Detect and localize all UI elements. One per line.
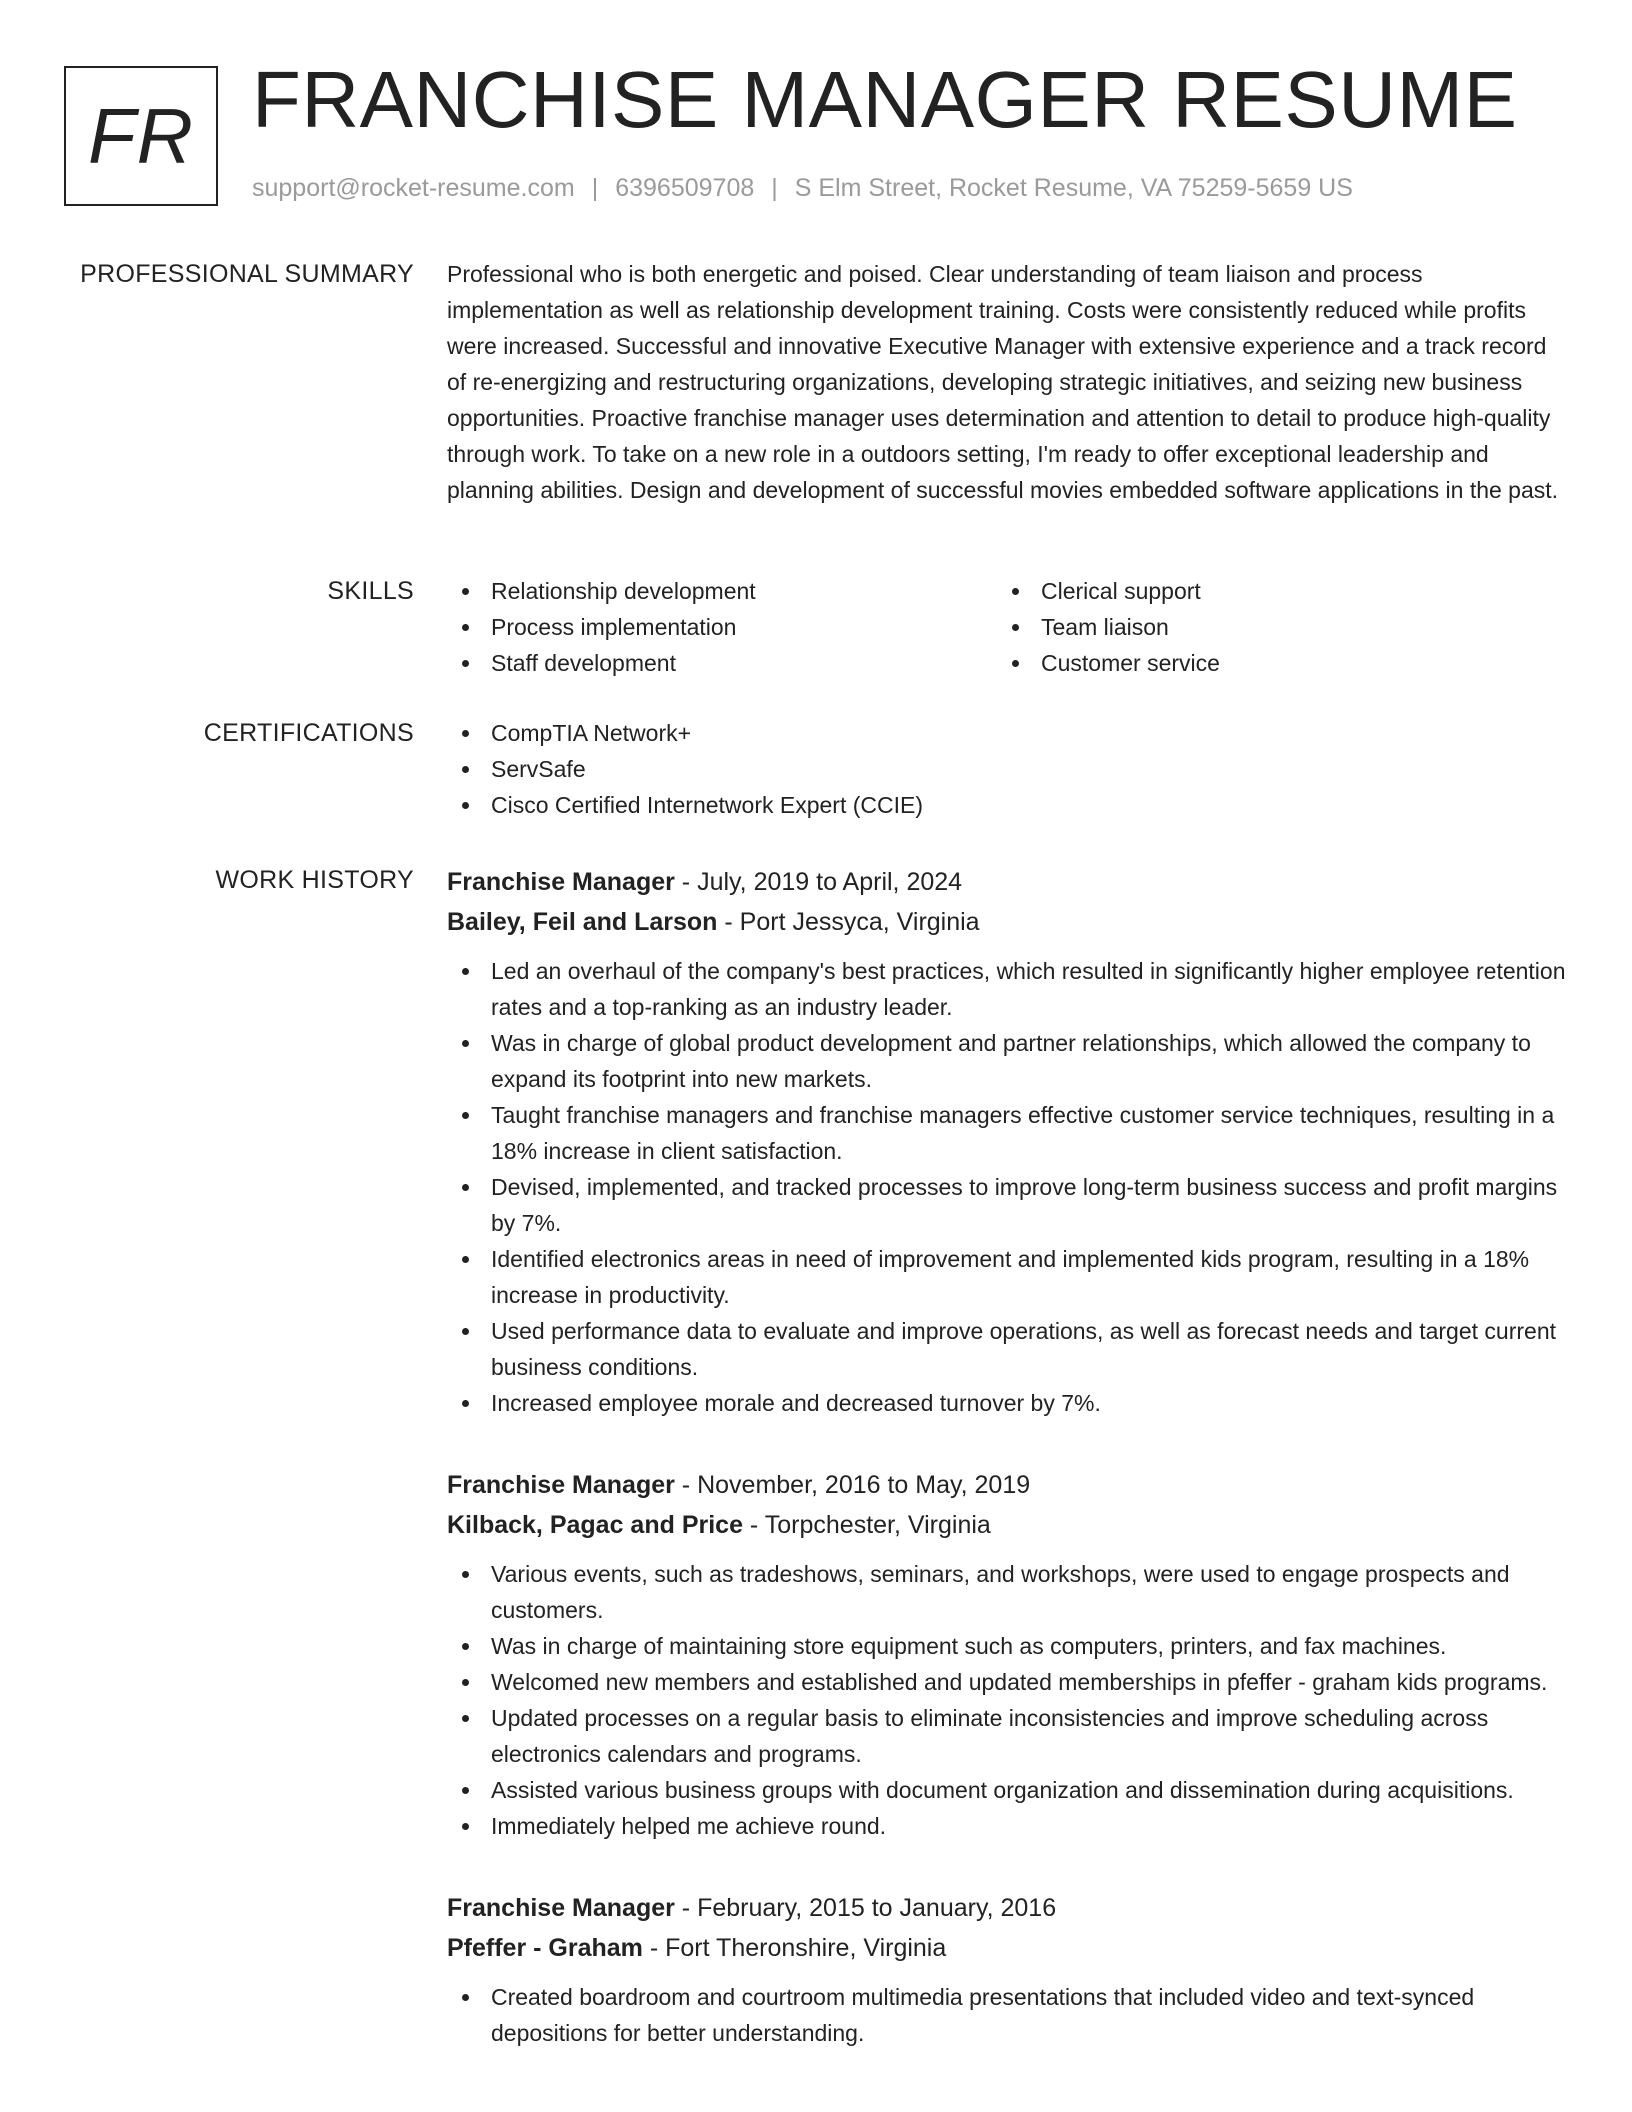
job-bullet: Increased employee morale and decreased turnover by 7%. bbox=[447, 1385, 1567, 1421]
job-location: Fort Theronshire, Virginia bbox=[665, 1934, 947, 1962]
job-dates: November, 2016 to May, 2019 bbox=[697, 1471, 1031, 1499]
job-dash: - bbox=[674, 1471, 698, 1499]
certifications-body bbox=[447, 715, 1567, 823]
job-bullet: Devised, implemented, and tracked processes to improve long-term business success and profit margins by 7%. bbox=[447, 1169, 1567, 1241]
job-entry bbox=[447, 1888, 1567, 2051]
certification-item: ServSafe bbox=[447, 751, 1567, 787]
job-bullet: Led an overhaul of the company's best practices, which resulted in significantly higher employee retention rates and a top-ranking as an industry leader. bbox=[447, 953, 1567, 1025]
certifications-list bbox=[447, 715, 1567, 823]
job-company: Pfeffer - Graham bbox=[447, 1934, 643, 1962]
summary-heading: PROFESSIONAL SUMMARY bbox=[80, 260, 414, 288]
job-bullet: Used performance data to evaluate and improve operations, as well as forecast needs and target current business conditions. bbox=[447, 1313, 1567, 1385]
job-bullets bbox=[447, 1556, 1567, 1844]
job-bullet: Various events, such as tradeshows, seminars, and workshops, were used to engage prospects and customers. bbox=[447, 1556, 1567, 1628]
skills-list-left bbox=[447, 573, 997, 681]
job-company-line bbox=[447, 1928, 1567, 1968]
job-title: Franchise Manager bbox=[447, 1471, 675, 1499]
job-bullet: Identified electronics areas in need of improvement and implemented kids program, resulting in a 18% increase in productivity. bbox=[447, 1241, 1567, 1313]
job-bullet: Taught franchise managers and franchise managers effective customer service techniques, resulting in a 18% increase in client satisfaction. bbox=[447, 1097, 1567, 1169]
skill-item: Staff development bbox=[447, 645, 997, 681]
contact-email: support@rocket-resume.com bbox=[252, 174, 575, 202]
job-dates: July, 2019 to April, 2024 bbox=[697, 868, 963, 896]
skill-item: Customer service bbox=[997, 645, 1547, 681]
skill-item: Team liaison bbox=[997, 609, 1547, 645]
job-bullets bbox=[447, 953, 1567, 1421]
job-dash: - bbox=[717, 908, 740, 936]
job-title: Franchise Manager bbox=[447, 1894, 675, 1922]
skills-heading: SKILLS bbox=[327, 577, 414, 605]
job-dash: - bbox=[742, 1511, 765, 1539]
job-title-line bbox=[447, 862, 1567, 902]
job-company-line bbox=[447, 1505, 1567, 1545]
job-company: Bailey, Feil and Larson bbox=[447, 908, 718, 936]
job-dash: - bbox=[642, 1934, 666, 1962]
job-bullet: Was in charge of maintaining store equipment such as computers, printers, and fax machines. bbox=[447, 1628, 1567, 1664]
monogram-initials: FR bbox=[88, 92, 194, 180]
skills-list-right bbox=[997, 573, 1547, 681]
job-bullet: Created boardroom and courtroom multimedia presentations that included video and text-synced depositions for better understanding. bbox=[447, 1979, 1567, 2051]
job-company-line bbox=[447, 902, 1567, 942]
skill-item: Process implementation bbox=[447, 609, 997, 645]
contact-separator: | bbox=[591, 174, 599, 202]
job-entry bbox=[447, 1465, 1567, 1844]
job-title-line bbox=[447, 1888, 1567, 1928]
job-bullet: Assisted various business groups with document organization and dissemination during acquisitions. bbox=[447, 1772, 1567, 1808]
contact-line bbox=[252, 174, 1353, 203]
skills-grid bbox=[447, 573, 1567, 681]
certifications-heading: CERTIFICATIONS bbox=[203, 719, 414, 747]
work-history-heading: WORK HISTORY bbox=[215, 866, 414, 894]
job-bullet: Immediately helped me achieve round. bbox=[447, 1808, 1567, 1844]
job-location: Port Jessyca, Virginia bbox=[739, 908, 980, 936]
summary-body bbox=[447, 256, 1567, 508]
monogram-box bbox=[64, 66, 218, 206]
skill-item: Relationship development bbox=[447, 573, 997, 609]
contact-separator: | bbox=[771, 174, 778, 202]
skill-item: Clerical support bbox=[997, 573, 1547, 609]
job-bullet: Welcomed new members and established and updated memberships in pfeffer - graham kids programs. bbox=[447, 1664, 1567, 1700]
job-entry bbox=[447, 862, 1567, 1421]
contact-phone: 6396509708 bbox=[615, 174, 755, 202]
work-history-body bbox=[447, 862, 1567, 2095]
certification-item: Cisco Certified Internetwork Expert (CCIE) bbox=[447, 787, 1567, 823]
job-bullets bbox=[447, 1979, 1567, 2051]
page-title: FRANCHISE MANAGER RESUME bbox=[252, 55, 1518, 144]
job-dates: February, 2015 to January, 2016 bbox=[697, 1894, 1057, 1922]
job-company: Kilback, Pagac and Price bbox=[447, 1511, 743, 1539]
job-title: Franchise Manager bbox=[447, 868, 675, 896]
summary-text: Professional who is both energetic and poised. Clear understanding of team liaison and process implementation as well as relationship development training. Costs were consistently reduced while profits were increased. Successful and innovative Executive Manager with extensive experience and a track record of re-energizing and restructuring organizations, developing strategic initiatives, and seizing new business opportunities. Proactive franchise manager uses determination and attention to detail to produce high-quality through work. To take on a new role in a outdoors setting, I'm ready to offer exceptional leadership and planning abilities. Design and development of successful movies embedded software applications in the past. bbox=[447, 261, 1559, 503]
job-bullet: Updated processes on a regular basis to eliminate inconsistencies and improve scheduling across electronics calendars and programs. bbox=[447, 1700, 1567, 1772]
job-location: Torpchester, Virginia bbox=[764, 1511, 991, 1539]
job-title-line bbox=[447, 1465, 1567, 1505]
job-bullet: Was in charge of global product development and partner relationships, which allowed the company to expand its footprint into new markets. bbox=[447, 1025, 1567, 1097]
contact-address: S Elm Street, Rocket Resume, VA 75259-5659 US bbox=[794, 174, 1353, 202]
job-dash: - bbox=[674, 868, 698, 896]
certification-item: CompTIA Network+ bbox=[447, 715, 1567, 751]
job-dash: - bbox=[674, 1894, 698, 1922]
